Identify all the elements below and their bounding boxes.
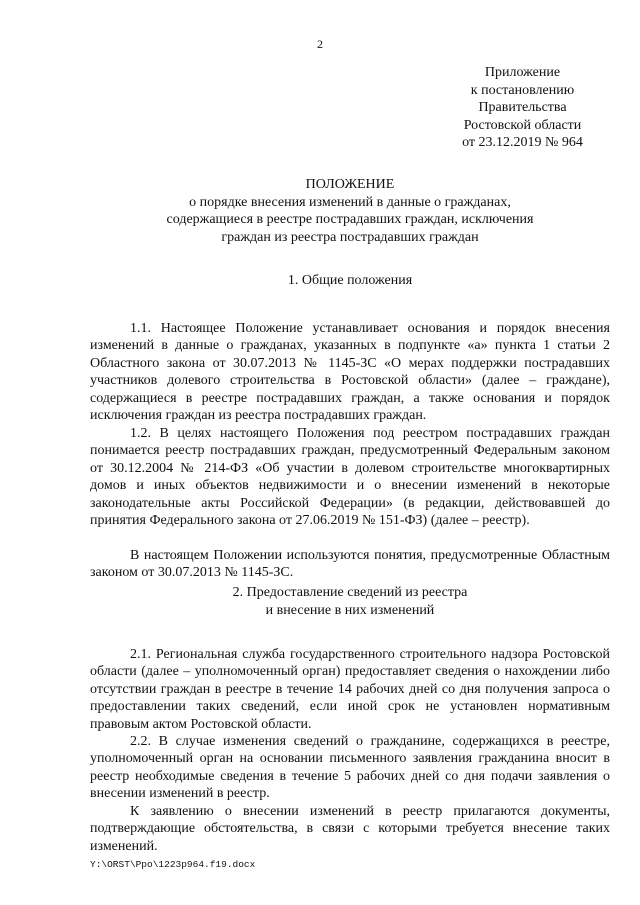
section-heading-text: 2. Предоставление сведений из реестра	[232, 585, 468, 600]
title-line: содержащиеся в реестре пострадавших граждан, исключения	[166, 212, 534, 227]
title-line: граждан из реестра пострадавших граждан	[221, 229, 479, 245]
section-heading-text: и внесение в них изменений	[265, 602, 435, 618]
file-path-footer: Y:\ORST\Ppo\1223p964.f19.docx	[90, 859, 256, 870]
appendix-line: Правительства	[478, 100, 567, 115]
section-2-heading	[90, 584, 610, 619]
appendix-block	[440, 64, 605, 152]
page-number: 2	[317, 37, 323, 51]
title-line: о порядке внесения изменений в данные о гражданах,	[189, 194, 511, 210]
paragraph-2-3: К заявлению о внесении изменений в реестр прилагаются документы, подтверждающие обстоятельства, в связи с которыми требуется внесение таких изменений.	[90, 804, 610, 854]
paragraph-1-3: В настоящем Положении используются понятия, предусмотренные Областным законом от 30.07.2013 № 1145-ЗС.	[90, 548, 610, 581]
paragraph-2-1: 2.1. Региональная служба государственного строительного надзора Ростовской области (далее – уполномоченный орган) предоставляет сведения о нахождении либо отсутствии граждан в реестре в течение 14 рабочих дней со дня получения запроса о предоставлении таких сведений, если иной срок не установлен нормативным правовым актом Ростовской области.	[90, 647, 610, 732]
section-1-heading	[90, 272, 610, 290]
appendix-line: от 23.12.2019 № 964	[462, 135, 583, 150]
document-title	[90, 176, 610, 246]
appendix-line: Ростовской области	[463, 117, 582, 133]
appendix-line: к постановлению	[470, 82, 575, 98]
title-heading: ПОЛОЖЕНИЕ	[305, 177, 395, 192]
appendix-line: Приложение	[484, 65, 561, 80]
section-heading-text: 1. Общие положения	[287, 273, 413, 288]
paragraph-1-2: 1.2. В целях настоящего Положения под реестром пострадавших граждан понимается реестр пострадавших граждан, предусмотренный Федеральным законом от 30.12.2004 № 214-ФЗ «Об участии в долевом строительстве многоквартирных домов и иных объектов недвижимости и о внесении изменений в некоторые законодательные акты Российской Федерации» (в редакции, действовавшей до принятия Федерального закона от 27.06.2019 № 151-ФЗ) (далее – реестр).	[90, 426, 610, 529]
paragraph-2-2: 2.2. В случае изменения сведений о гражданине, содержащихся в реестре, уполномоченный орган на основании письменного заявления гражданина вносит в реестр необходимые сведения в течение 5 рабочих дней со дня подачи заявления о внесении изменений в реестр.	[90, 734, 610, 802]
paragraph-1-1: 1.1. Настоящее Положение устанавливает основания и порядок внесения изменений в данные о гражданах, указанных в подпункте «а» пункта 1 статьи 2 Областного закона от 30.07.2013 № 1145-ЗС «О мерах поддержки пострадавших участников долевого строительства в Ростовской области» (далее – граждане), содержащиеся в реестре пострадавших граждан, а также основания и порядок исключения граждан из реестра пострадавших граждан.	[90, 321, 610, 424]
